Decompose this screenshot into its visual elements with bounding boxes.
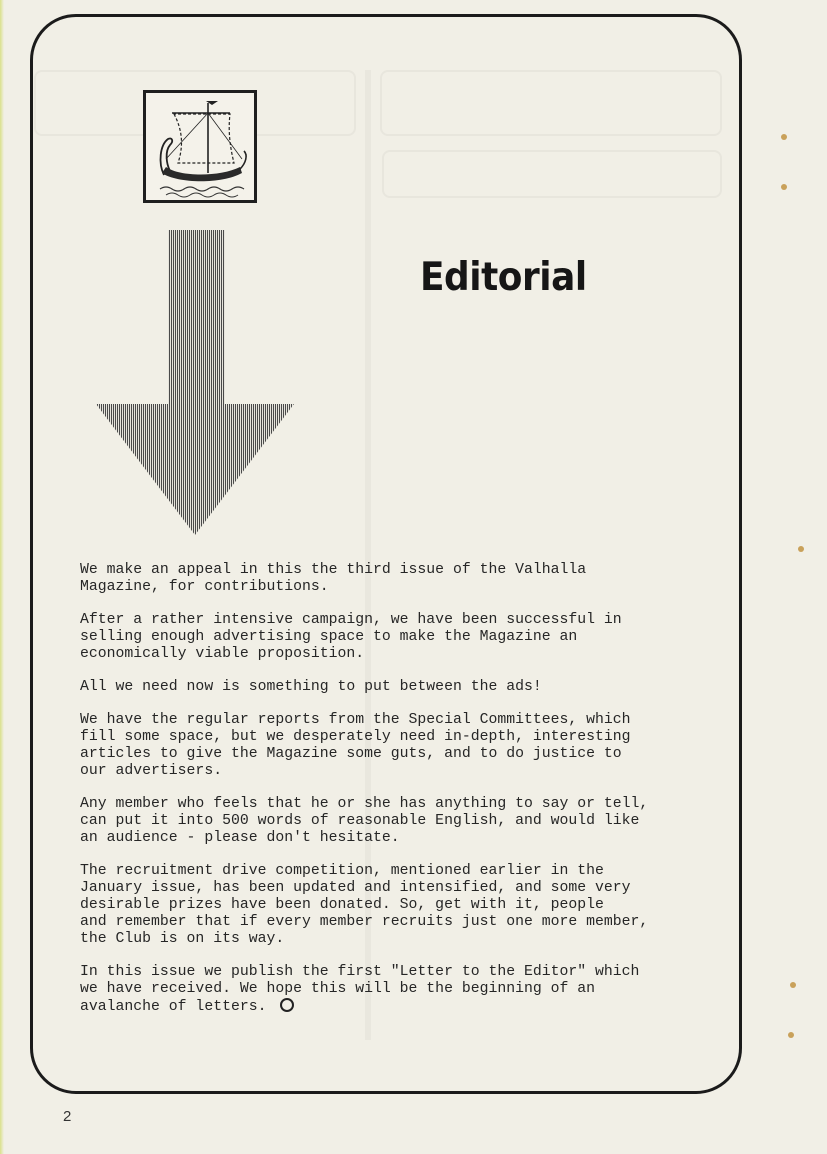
- editorial-body: [80, 562, 740, 1032]
- end-of-article-icon: [280, 998, 294, 1012]
- punch-hole-mark: [798, 546, 804, 552]
- viking-ship-icon: [146, 93, 254, 200]
- punch-hole-mark: [781, 184, 787, 190]
- paragraph-appeal: We make an appeal in this the third issue of the Valhalla Magazine, for contributions.: [80, 562, 587, 595]
- paragraph-between-ads: All we need now is something to put between the ads!: [80, 679, 542, 695]
- paragraph-advertising: After a rather intensive campaign, we have been successful in selling enough advertising space to make the Magazine an economically viable proposition.: [80, 612, 622, 662]
- paragraph-members: Any member who feels that he or she has anything to say or tell, can put it into 500 words of reasonable English, and would like an audience - please don't hesitate.: [80, 796, 649, 846]
- editorial-title: Editorial: [420, 255, 587, 300]
- page-number: 2: [63, 1108, 72, 1125]
- paper-edge: [0, 0, 4, 1154]
- club-logo: [143, 90, 257, 203]
- punch-hole-mark: [788, 1032, 794, 1038]
- punch-hole-mark: [781, 134, 787, 140]
- paragraph-letters-text: In this issue we publish the first "Letter to the Editor" which we have received. We hope this will be the beginning of an avalanche of letters.: [80, 964, 640, 1015]
- down-arrow-icon: [95, 230, 295, 536]
- punch-hole-mark: [790, 982, 796, 988]
- paragraph-committees: We have the regular reports from the Special Committees, which fill some space, but we desperately need in-depth, interesting articles to give the Magazine some guts, and to do justice to our advertisers.: [80, 712, 631, 779]
- paragraph-letters: [80, 964, 740, 1016]
- paragraph-recruitment: The recruitment drive competition, mentioned earlier in the January issue, has been updated and intensified, and some very desirable prizes have been donated. So, get with it, people and remember that if every member recruits just one more member, the Club is on its way.: [80, 863, 649, 947]
